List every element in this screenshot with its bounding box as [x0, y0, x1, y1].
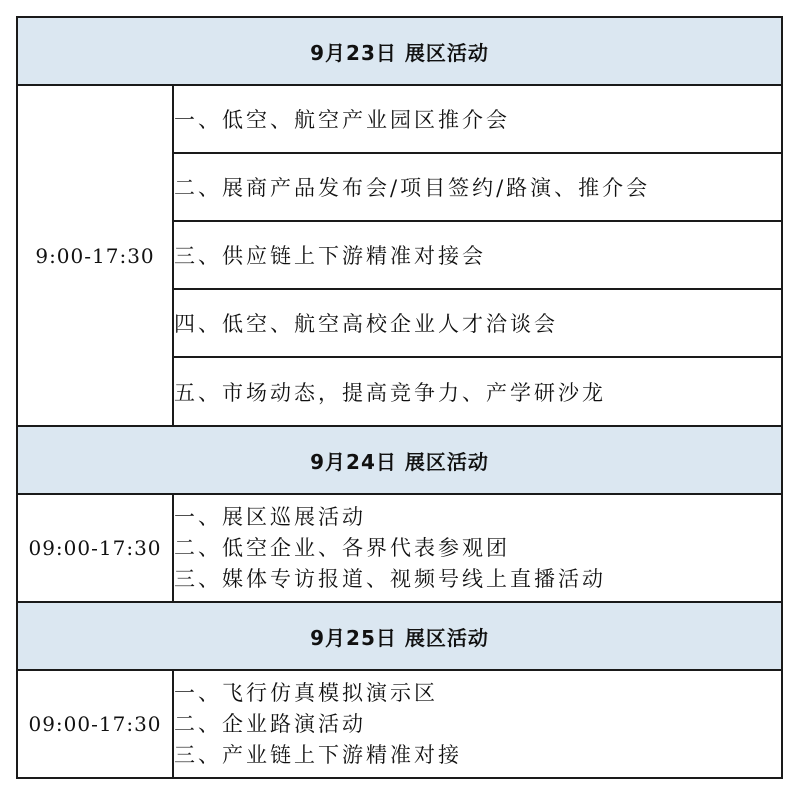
activity-item: 三、媒体专访报道、视频号线上直播活动 — [174, 566, 606, 591]
day-header-row — [17, 17, 782, 85]
time-slot: 09:00-17:30 — [17, 494, 173, 602]
activity-item: 一、飞行仿真模拟演示区 — [174, 680, 438, 705]
day-header: 9月24日 展区活动 — [17, 426, 782, 494]
activity-item: 二、展商产品发布会/项目签约/路演、推介会 — [173, 153, 782, 221]
schedule-table — [16, 16, 783, 779]
day-header-row — [17, 602, 782, 670]
activity-row — [17, 670, 782, 778]
activity-item: 四、低空、航空高校企业人才洽谈会 — [173, 289, 782, 357]
day-header: 9月23日 展区活动 — [17, 17, 782, 85]
time-slot: 9:00-17:30 — [17, 85, 173, 426]
activity-item: 三、供应链上下游精准对接会 — [173, 221, 782, 289]
activity-item: 二、企业路演活动 — [174, 711, 366, 736]
activity-list — [173, 494, 782, 602]
activity-row — [17, 85, 782, 153]
activity-item: 二、低空企业、各界代表参观团 — [174, 535, 510, 560]
activity-item: 一、展区巡展活动 — [174, 504, 366, 529]
day-header: 9月25日 展区活动 — [17, 602, 782, 670]
activity-item: 五、市场动态，提高竞争力、产学研沙龙 — [173, 357, 782, 426]
activity-row — [17, 494, 782, 602]
day-header-row — [17, 426, 782, 494]
activity-item: 一、低空、航空产业园区推介会 — [173, 85, 782, 153]
activity-item: 三、产业链上下游精准对接 — [174, 742, 462, 767]
time-slot: 09:00-17:30 — [17, 670, 173, 778]
activity-list — [173, 670, 782, 778]
